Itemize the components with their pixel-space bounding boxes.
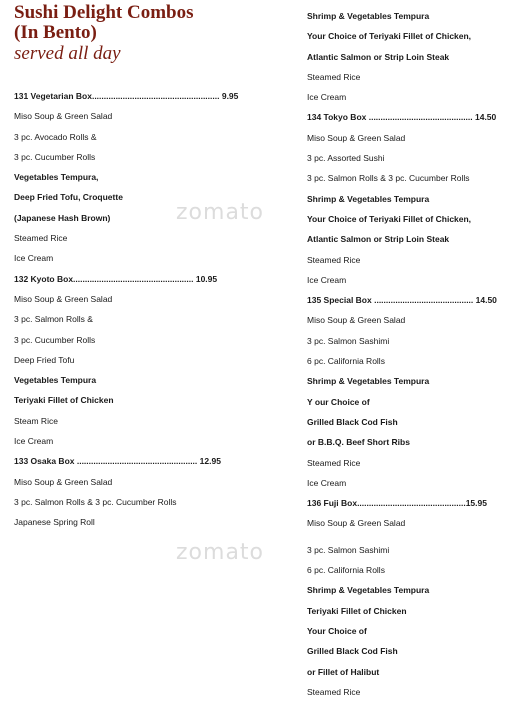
- menu-item-line: Shrimp & Vegetables Tempura: [307, 585, 430, 596]
- menu-item-line: Miso Soup & Green Salad: [307, 518, 406, 529]
- watermark: zomato: [176, 200, 265, 225]
- menu-item-line: Miso Soup & Green Salad: [14, 111, 113, 122]
- menu-item-line: Teriyaki Fillet of Chicken: [307, 605, 407, 616]
- menu-item-line: Ice Cream: [14, 436, 54, 447]
- section-subtitle: served all day: [14, 43, 121, 64]
- menu-item-line: Steamed Rice: [307, 254, 361, 265]
- menu-item-line: Shrimp & Vegetables Tempura: [307, 11, 430, 21]
- menu-item-line: 6 pc. California Rolls: [307, 565, 385, 576]
- menu-item-line: Your Choice of Teriyaki Fillet of Chicken,: [307, 31, 472, 42]
- menu-item-line: 3 pc. Salmon Rolls & 3 pc. Cucumber Rolls: [307, 173, 470, 184]
- menu-item-line: 3 pc. Avocado Rolls &: [14, 131, 97, 142]
- menu-item-line: Deep Fried Tofu: [14, 354, 75, 365]
- section-title-line2: (In Bento): [14, 22, 97, 43]
- right-menu-column: [307, 6, 517, 702]
- menu-item-line: or Fillet of Halibut: [307, 666, 380, 677]
- menu-item-line: Atlantic Salmon or Strip Loin Steak: [307, 234, 450, 245]
- menu-item-heading: 136 Fuji Box..............................................15.95: [307, 498, 487, 509]
- menu-item-line: Grilled Black Cod Fish: [307, 646, 398, 657]
- menu-item-line: 3 pc. Salmon Sashimi: [307, 335, 390, 346]
- menu-item-line: (Japanese Hash Brown): [14, 212, 111, 223]
- menu-item-line: 3 pc. Assorted Sushi: [307, 153, 385, 164]
- left-menu-column: [14, 86, 264, 533]
- menu-item-line: 3 pc. Cucumber Rolls: [14, 151, 96, 162]
- menu-item-heading: 135 Special Box .......................................... 14.50: [307, 295, 497, 306]
- menu-item-line: 6 pc. California Rolls: [307, 356, 385, 367]
- menu-item-line: Shrimp & Vegetables Tempura: [307, 193, 430, 204]
- menu-item-line: Steamed Rice: [307, 686, 361, 697]
- menu-item-heading: 133 Osaka Box ................................................... 12.95: [14, 456, 221, 467]
- menu-item-line: Deep Fried Tofu, Croquette: [14, 192, 123, 203]
- menu-item-line: Vegetables Tempura: [14, 375, 97, 386]
- menu-item-line: Your Choice of: [307, 625, 367, 636]
- menu-item-line: 3 pc. Salmon Rolls & 3 pc. Cucumber Rolls: [14, 496, 177, 507]
- menu-item-line: 3 pc. Cucumber Rolls: [14, 334, 96, 345]
- menu-item-line: Vegetables Tempura,: [14, 172, 99, 183]
- menu-item-line: Teriyaki Fillet of Chicken: [14, 395, 114, 406]
- menu-item-line: Ice Cream: [14, 253, 54, 264]
- menu-item-line: Japanese Spring Roll: [14, 517, 95, 528]
- menu-item-line: Miso Soup & Green Salad: [307, 132, 406, 143]
- menu-item-line: Y our Choice of: [307, 396, 370, 407]
- menu-item-line: 3 pc. Salmon Rolls &: [14, 314, 93, 325]
- menu-item-line: Your Choice of Teriyaki Fillet of Chicken,: [307, 213, 472, 224]
- menu-header: [14, 3, 194, 65]
- menu-item-heading: 132 Kyoto Box................................................... 10.95: [14, 273, 218, 284]
- menu-item-line: Steamed Rice: [14, 233, 68, 244]
- menu-item-line: Steamed Rice: [307, 457, 361, 468]
- section-title-line1: Sushi Delight Combos: [14, 2, 194, 23]
- menu-item-line: Steamed Rice: [307, 71, 361, 82]
- menu-item-line: Atlantic Salmon or Strip Loin Steak: [307, 51, 450, 62]
- menu-item-line: Steam Rice: [14, 415, 58, 426]
- menu-item-line: or B.B.Q. Beef Short Ribs: [307, 437, 410, 448]
- watermark: zomato: [176, 540, 265, 565]
- menu-item-line: Ice Cream: [307, 274, 347, 285]
- menu-item-heading: 131 Vegetarian Box...................................................... 9.95: [14, 91, 239, 101]
- menu-item-line: Grilled Black Cod Fish: [307, 416, 398, 427]
- menu-item-line: Ice Cream: [307, 92, 347, 103]
- menu-item-line: Miso Soup & Green Salad: [14, 293, 113, 304]
- menu-item-line: 3 pc. Salmon Sashimi: [307, 544, 390, 555]
- menu-item-line: Miso Soup & Green Salad: [14, 476, 113, 487]
- menu-item-line: Miso Soup & Green Salad: [307, 315, 406, 326]
- menu-item-line: Shrimp & Vegetables Tempura: [307, 376, 430, 387]
- menu-item-line: Ice Cream: [307, 477, 347, 488]
- menu-item-heading: 134 Tokyo Box ............................................ 14.50: [307, 112, 497, 123]
